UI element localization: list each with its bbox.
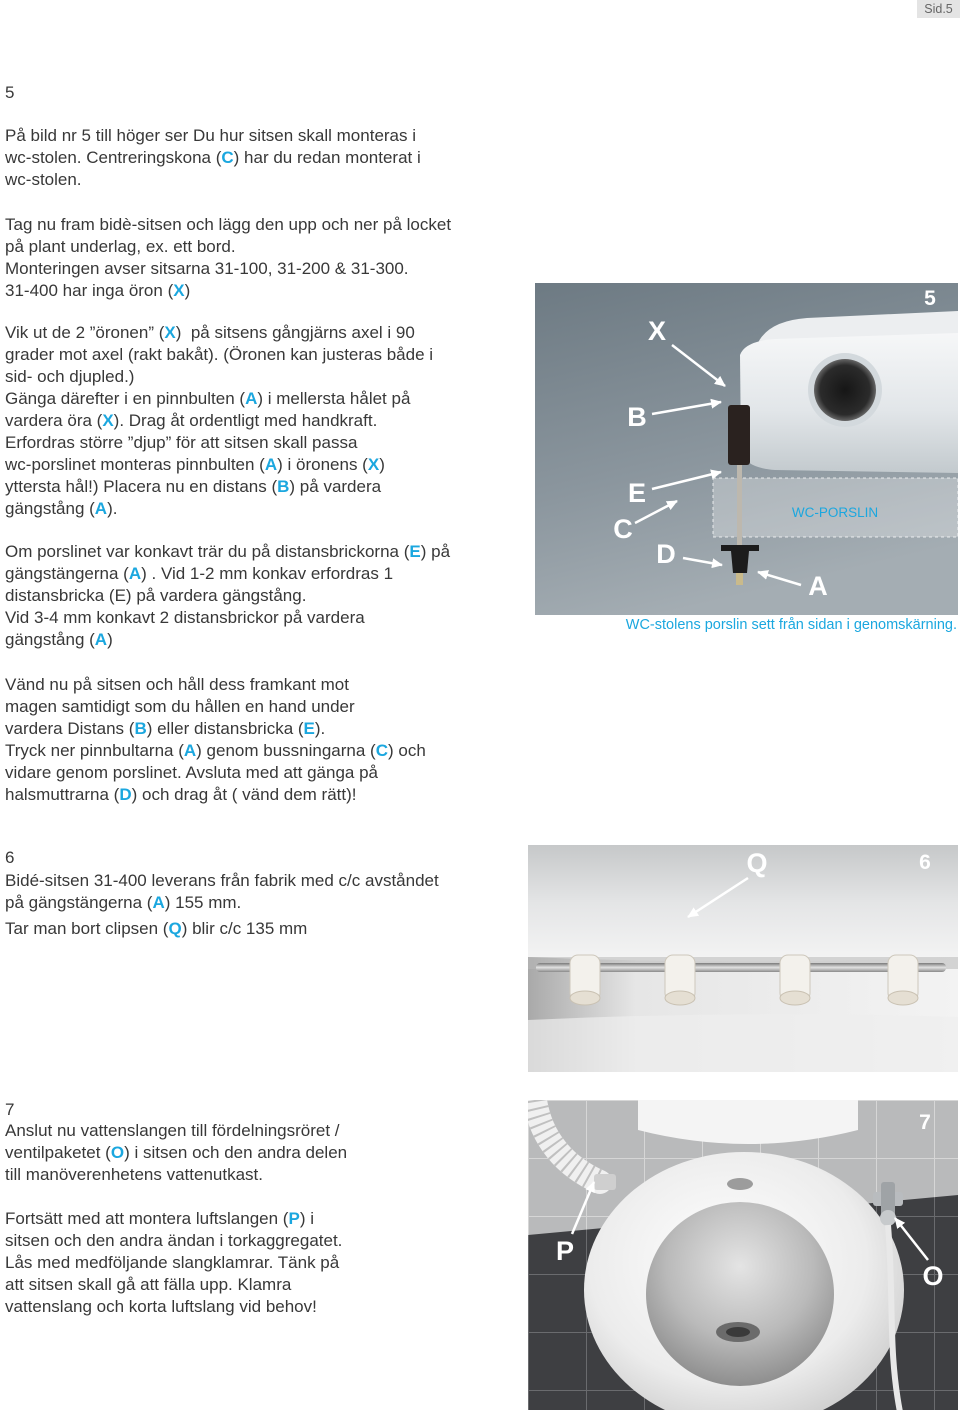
text-line bbox=[5, 1164, 347, 1186]
text-run: grader mot axel (rakt bakåt). (Öronen kan justeras både i bbox=[5, 345, 434, 364]
text-run: ). bbox=[314, 719, 326, 738]
hinge-hole bbox=[814, 359, 876, 421]
paragraph bbox=[5, 322, 433, 520]
paragraph bbox=[5, 541, 450, 651]
part-reference-letter: D bbox=[119, 785, 132, 804]
text-run: ) och bbox=[388, 741, 426, 760]
part-reference-letter: X bbox=[367, 455, 380, 474]
clip-1 bbox=[570, 955, 600, 1005]
text-run: magen samtidigt som du hållen en hand under bbox=[5, 697, 355, 716]
part-reference-letter: C bbox=[221, 148, 234, 167]
text-line bbox=[5, 1274, 342, 1296]
part-reference-letter: A bbox=[128, 564, 142, 583]
section-number: 6 bbox=[5, 848, 15, 867]
part-reference-letter: Q bbox=[168, 919, 182, 938]
text-line bbox=[5, 214, 451, 236]
paragraph bbox=[5, 1208, 342, 1318]
text-line bbox=[5, 147, 421, 169]
text-run: ventilpaketet ( bbox=[5, 1143, 111, 1162]
paragraph bbox=[5, 674, 426, 806]
text-line bbox=[5, 696, 426, 718]
paragraph bbox=[5, 1120, 347, 1186]
section-number: 5 bbox=[5, 83, 15, 102]
text-run: ) i mellersta hålet på bbox=[257, 389, 411, 408]
text-run: ) och drag åt ( vänd dem rätt)! bbox=[131, 785, 357, 804]
figure-5-photo bbox=[535, 283, 958, 615]
text-run: wc-stolen. Centreringskona ( bbox=[5, 148, 222, 167]
part-reference-letter: A bbox=[245, 389, 258, 408]
clip-2 bbox=[665, 955, 695, 1005]
bolt-tip bbox=[736, 573, 743, 585]
part-reference-letter: E bbox=[409, 542, 421, 561]
clip-3 bbox=[780, 955, 810, 1005]
text-run: ) i öronens ( bbox=[277, 455, 368, 474]
text-run: Om porslinet var konkavt trär du på distansbrickorna ( bbox=[5, 542, 410, 561]
text-run: ) på vardera bbox=[289, 477, 382, 496]
text-line bbox=[5, 585, 450, 607]
text-run: ) på bbox=[420, 542, 451, 561]
text-run: Tag nu fram bidè-sitsen och lägg den upp och ner på locket bbox=[5, 215, 452, 234]
text-run: vattenslang och korta luftslang vid behov! bbox=[5, 1297, 317, 1316]
section-number: 7 bbox=[5, 1100, 15, 1119]
text-run: gängstång ( bbox=[5, 499, 95, 518]
text-run: Tryck ner pinnbultarna ( bbox=[5, 741, 184, 760]
text-run: ) bbox=[107, 630, 113, 649]
figure-7-illustration bbox=[528, 1100, 958, 1410]
text-run: 31-400 har inga öron ( bbox=[5, 281, 174, 300]
nozzle bbox=[727, 1178, 753, 1190]
text-run: vidare genom porslinet. Avsluta med att gänga på bbox=[5, 763, 378, 782]
text-line bbox=[5, 892, 439, 914]
text-line bbox=[5, 410, 433, 432]
part-reference-letter: B bbox=[134, 719, 147, 738]
text-line bbox=[5, 258, 451, 280]
text-line bbox=[5, 740, 426, 762]
text-run: Monteringen avser sitsarna 31-100, 31-200 & 31-300. bbox=[5, 259, 409, 278]
text-line bbox=[5, 432, 433, 454]
figure-number: 5 bbox=[924, 287, 936, 310]
figure-number: 7 bbox=[919, 1111, 931, 1134]
text-run: Fortsätt med att montera luftslangen ( bbox=[5, 1209, 289, 1228]
text-line bbox=[5, 344, 433, 366]
text-line bbox=[5, 1296, 342, 1318]
text-run: ) bbox=[379, 455, 385, 474]
text-run: På bild nr 5 till höger ser Du hur sitsen skall monteras i bbox=[5, 126, 417, 145]
part-reference-letter: E bbox=[303, 719, 315, 738]
text-run: Erfordras större ”djup” för att sitsen skall passa bbox=[5, 433, 358, 452]
part-reference-letter: A bbox=[183, 741, 197, 760]
text-line bbox=[5, 1252, 342, 1274]
text-run: ) i sitsen och den andra delen bbox=[124, 1143, 348, 1162]
text-line bbox=[5, 563, 450, 585]
text-run: gängstängerna ( bbox=[5, 564, 129, 583]
callout-label-b: B bbox=[627, 402, 647, 432]
text-line bbox=[5, 918, 307, 940]
text-run: ) bbox=[184, 281, 191, 300]
paragraph bbox=[5, 125, 421, 191]
text-run: Vid 3-4 mm konkavt 2 distansbrickor på vardera bbox=[5, 608, 365, 627]
text-line bbox=[5, 870, 439, 892]
text-run: halsmuttrarna ( bbox=[5, 785, 120, 804]
clip-4 bbox=[888, 955, 918, 1005]
text-run: på gängstängerna ( bbox=[5, 893, 153, 912]
bowl-rim bbox=[528, 1014, 958, 1072]
text-line bbox=[5, 322, 433, 344]
text-run: Tar man bort clipsen ( bbox=[5, 919, 169, 938]
text-run: yttersta hål!) Placera nu en distans ( bbox=[5, 477, 278, 496]
text-line bbox=[5, 125, 421, 147]
text-run: Gänga därefter i en pinnbulten ( bbox=[5, 389, 246, 408]
callout-label-e: E bbox=[627, 478, 647, 508]
figure-6-photo bbox=[528, 845, 958, 1072]
text-line bbox=[5, 454, 433, 476]
part-reference-letter: O bbox=[110, 1143, 125, 1162]
text-run: ) blir c/c 135 mm bbox=[181, 919, 308, 938]
callout-label-c: C bbox=[613, 514, 633, 544]
part-reference-letter: X bbox=[164, 323, 176, 342]
text-line bbox=[5, 366, 433, 388]
text-line bbox=[5, 280, 451, 302]
part-reference-letter: A bbox=[264, 455, 278, 474]
text-run: ) . Vid 1-2 mm konkav erfordras 1 bbox=[141, 564, 394, 583]
callout-label-q: Q bbox=[746, 848, 768, 878]
part-reference-letter: X bbox=[102, 411, 114, 430]
text-run: ). Drag åt ordentligt med handkraft. bbox=[113, 411, 378, 430]
text-run: wc-stolen. bbox=[5, 170, 82, 189]
text-run: wc-porslinet monteras pinnbulten ( bbox=[5, 455, 265, 474]
text-line bbox=[5, 607, 450, 629]
text-run: Lås med medföljande slangklamrar. Tänk på bbox=[5, 1253, 340, 1272]
text-run: Anslut nu vattenslangen till fördelningsröret / bbox=[5, 1121, 340, 1140]
callout-label-x: X bbox=[647, 316, 667, 346]
text-line bbox=[5, 718, 426, 740]
text-run: vardera öra ( bbox=[5, 411, 103, 430]
text-run: sitsen och den andra ändan i torkaggregatet. bbox=[5, 1231, 343, 1250]
seat-lid bbox=[528, 845, 958, 962]
part-reference-letter: X bbox=[173, 281, 185, 300]
figure-5-caption: WC-stolens porslin sett från sidan i genomskärning. bbox=[625, 617, 957, 633]
text-run: ) 155 mm. bbox=[164, 893, 242, 912]
seat-opening bbox=[646, 1202, 834, 1386]
part-reference-letter: A bbox=[152, 893, 165, 912]
text-run: Vik ut de 2 ”öronen” ( bbox=[5, 323, 165, 342]
callout-label-a: A bbox=[808, 571, 828, 601]
page-number-tab: Sid.5 bbox=[917, 0, 960, 18]
text-run: på plant underlag, ex. ett bord. bbox=[5, 237, 236, 256]
region-label-wc-porslin: WC-PORSLIN bbox=[791, 505, 879, 520]
part-reference-letter: P bbox=[288, 1209, 300, 1228]
text-line bbox=[5, 498, 433, 520]
text-run: ) har du redan monterat i bbox=[233, 148, 421, 167]
text-line bbox=[5, 236, 451, 258]
text-line bbox=[5, 388, 433, 410]
text-line bbox=[5, 1208, 342, 1230]
drain-center bbox=[726, 1327, 750, 1337]
text-line bbox=[5, 674, 426, 696]
part-reference-letter: B bbox=[277, 477, 290, 496]
text-run: sid- och djupled.) bbox=[5, 367, 135, 386]
text-run: gängstång ( bbox=[5, 630, 95, 649]
figure-6-illustration bbox=[528, 845, 958, 1072]
callout-label-o: O bbox=[922, 1261, 944, 1291]
figure-number: 6 bbox=[919, 851, 931, 874]
figure-7-photo bbox=[528, 1100, 958, 1410]
text-run: ). bbox=[107, 499, 118, 518]
part-reference-letter: A bbox=[94, 630, 108, 649]
paragraph bbox=[5, 870, 439, 914]
text-line bbox=[5, 784, 426, 806]
text-run: ) i bbox=[299, 1209, 314, 1228]
hose-connector bbox=[594, 1174, 616, 1190]
text-line bbox=[5, 169, 421, 191]
text-run: ) genom bussningarna ( bbox=[196, 741, 376, 760]
paragraph bbox=[5, 214, 451, 302]
figure-5-illustration bbox=[535, 283, 958, 615]
text-line bbox=[5, 476, 433, 498]
text-run: ) eller distansbricka ( bbox=[146, 719, 304, 738]
text-run: Bidé-sitsen 31-400 leverans från fabrik med c/c avståndet bbox=[5, 871, 439, 890]
callout-label-d: D bbox=[656, 539, 676, 569]
paragraph bbox=[5, 918, 307, 940]
text-line bbox=[5, 1142, 347, 1164]
text-line bbox=[5, 541, 450, 563]
text-run: distansbricka (E) på vardera gängstång. bbox=[5, 586, 307, 605]
part-reference-letter: A bbox=[94, 499, 108, 518]
text-run: till manöverenhetens vattenutkast. bbox=[5, 1165, 263, 1184]
part-reference-letter: C bbox=[375, 741, 388, 760]
text-line bbox=[5, 762, 426, 784]
text-line bbox=[5, 1230, 342, 1252]
distance-spacer bbox=[728, 405, 750, 465]
text-line bbox=[5, 629, 450, 651]
text-run: ) på sitsens gångjärns axel i 90 bbox=[175, 323, 415, 342]
callout-label-p: P bbox=[555, 1236, 575, 1266]
text-run: Vänd nu på sitsen och håll dess framkant mot bbox=[5, 675, 349, 694]
text-run: vardera Distans ( bbox=[5, 719, 135, 738]
text-run: att sitsen skall gå att fälla upp. Klamra bbox=[5, 1275, 292, 1294]
text-line bbox=[5, 1120, 347, 1142]
